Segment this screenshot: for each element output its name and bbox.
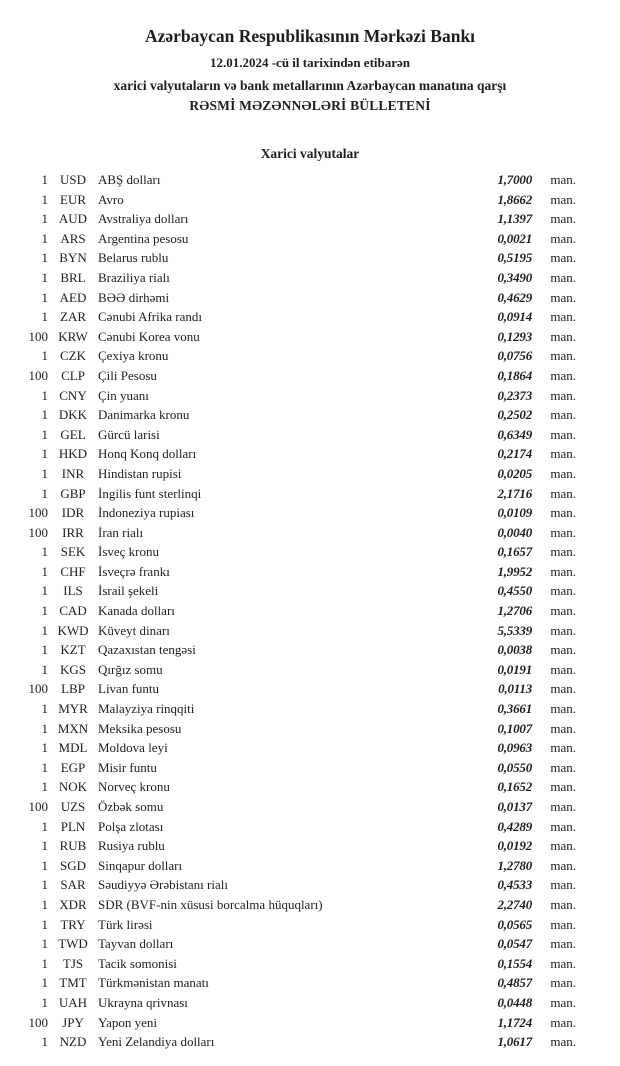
currency-row: [0, 1013, 620, 1033]
rate-value-cell: 1,9952: [497, 563, 532, 579]
currency-row: [0, 836, 620, 856]
quantity-cell: 100: [28, 681, 48, 697]
quantity-cell: 1: [41, 289, 48, 305]
currency-row: [0, 993, 620, 1013]
currency-code-cell: NOK: [58, 779, 88, 795]
quantity-cell: 1: [41, 877, 48, 893]
unit-label-cell: man.: [550, 230, 576, 246]
unit-label-cell: man.: [550, 603, 576, 619]
currency-row: [0, 542, 620, 562]
currency-name-cell: İsveçrə frankı: [98, 563, 170, 579]
quantity-cell: 1: [41, 309, 48, 325]
rate-value-cell: 0,0191: [497, 661, 532, 677]
quantity-cell: 1: [41, 720, 48, 736]
currency-code-cell: UAH: [58, 994, 88, 1010]
rate-value-cell: 0,0192: [497, 838, 532, 854]
currency-code-cell: HKD: [58, 446, 88, 462]
unit-label-cell: man.: [550, 583, 576, 599]
rate-value-cell: 0,1657: [497, 544, 532, 560]
rate-value-cell: 0,0963: [497, 740, 532, 756]
currency-name-cell: Türk lirəsi: [98, 916, 153, 932]
rate-value-cell: 1,2706: [497, 603, 532, 619]
currency-row: [0, 895, 620, 915]
rate-value-cell: 0,1554: [497, 955, 532, 971]
quantity-cell: 1: [41, 857, 48, 873]
currency-code-cell: UZS: [60, 799, 86, 814]
currency-name-cell: Səudiyyə Ərəbistanı rialı: [98, 877, 228, 893]
currency-code-cell: TMT: [59, 975, 87, 991]
currency-row: [0, 719, 620, 739]
rate-value-cell: 0,0756: [497, 348, 532, 364]
rate-value-cell: 0,0565: [497, 916, 532, 932]
currency-code-cell: TJS: [62, 955, 84, 971]
unit-label-cell: man.: [550, 681, 576, 697]
unit-label-cell: man.: [550, 642, 576, 658]
currency-name-cell: Avro: [98, 191, 124, 207]
unit-label-cell: man.: [550, 191, 576, 207]
rate-value-cell: 1,8662: [497, 191, 532, 207]
currency-row: [0, 444, 620, 464]
currency-name-cell: Tayvan dolları: [98, 936, 174, 952]
rate-value-cell: 0,0137: [497, 799, 532, 814]
currency-name-cell: Çexiya kronu: [98, 348, 169, 364]
currency-name-cell: Yapon yeni: [98, 1014, 157, 1030]
currency-name-cell: İsrail şekeli: [98, 583, 159, 599]
currency-row: [0, 699, 620, 719]
unit-label-cell: man.: [550, 524, 576, 540]
rate-value-cell: 0,5195: [497, 250, 532, 266]
currency-name-cell: Polşa zlotası: [98, 818, 164, 834]
rate-value-cell: 1,2780: [497, 857, 532, 873]
quantity-cell: 1: [41, 465, 48, 481]
rate-value-cell: 2,1716: [497, 485, 532, 501]
unit-label-cell: man.: [550, 446, 576, 462]
currency-row: [0, 621, 620, 641]
currency-name-cell: Gürcü larisi: [98, 426, 160, 442]
rate-value-cell: 0,1293: [497, 328, 532, 344]
rate-value-cell: 0,2373: [497, 387, 532, 403]
currency-code-cell: NZD: [59, 1034, 87, 1050]
currency-row: [0, 954, 620, 974]
bulletin-subtitle: xarici valyutaların və bank metallarının Azərbaycan manatına qarşı: [113, 78, 507, 93]
unit-label-cell: man.: [550, 896, 576, 912]
currency-code-cell: AED: [59, 289, 87, 305]
quantity-cell: 100: [28, 799, 48, 814]
currency-code-cell: KZT: [60, 642, 86, 658]
currency-code-cell: EUR: [60, 191, 86, 207]
currency-name-cell: İsveç kronu: [98, 544, 160, 560]
bulletin-title: RƏSMİ MƏZƏNNƏLƏRİ BÜLLETENİ: [189, 98, 431, 113]
unit-label-cell: man.: [550, 955, 576, 971]
unit-label-cell: man.: [550, 505, 576, 521]
quantity-cell: 1: [41, 230, 48, 246]
currency-row: [0, 777, 620, 797]
rate-value-cell: 0,0914: [497, 309, 532, 325]
rate-value-cell: 0,0109: [497, 505, 532, 521]
rate-value-cell: 0,0021: [497, 230, 532, 246]
currency-name-cell: Kanada dolları: [98, 603, 175, 619]
rate-value-cell: 0,1864: [497, 367, 532, 383]
currency-code-cell: AUD: [58, 211, 88, 227]
currency-code-cell: ARS: [60, 230, 86, 246]
quantity-cell: 1: [41, 896, 48, 912]
currency-name-cell: Livan funtu: [98, 681, 160, 697]
unit-label-cell: man.: [550, 779, 576, 795]
rate-value-cell: 0,3490: [497, 269, 532, 285]
rate-value-cell: 0,1007: [497, 720, 532, 736]
currency-code-cell: LBP: [61, 681, 85, 697]
quantity-cell: 1: [41, 701, 48, 717]
unit-label-cell: man.: [550, 838, 576, 854]
rate-value-cell: 0,4857: [497, 975, 532, 991]
currency-code-cell: SAR: [60, 877, 86, 893]
unit-label-cell: man.: [550, 701, 576, 717]
currency-code-cell: IDR: [61, 505, 85, 521]
currency-name-cell: Cənubi Afrika randı: [98, 309, 202, 325]
quantity-cell: 1: [41, 485, 48, 501]
section-title-foreign-currencies: Xarici valyutalar: [260, 146, 360, 161]
currency-name-cell: Çin yuanı: [98, 387, 149, 403]
currency-name-cell: Belarus rublu: [98, 250, 169, 266]
quantity-cell: 1: [41, 172, 48, 187]
currency-row: [0, 856, 620, 876]
currency-code-cell: MXN: [57, 720, 89, 736]
currency-code-cell: MYR: [58, 701, 88, 717]
unit-label-cell: man.: [550, 661, 576, 677]
currency-row: [0, 366, 620, 386]
currency-code-cell: CLP: [61, 367, 85, 383]
quantity-cell: 1: [41, 269, 48, 285]
rate-value-cell: 1,7000: [497, 172, 532, 187]
quantity-cell: 1: [41, 544, 48, 560]
unit-label-cell: man.: [550, 857, 576, 873]
unit-label-cell: man.: [550, 975, 576, 991]
currency-name-cell: Çili Pesosu: [98, 367, 157, 383]
currency-row: [0, 660, 620, 680]
quantity-cell: 1: [41, 955, 48, 971]
currency-row: [0, 601, 620, 621]
unit-label-cell: man.: [550, 818, 576, 834]
quantity-cell: 100: [28, 1014, 48, 1030]
bank-name-title: Azərbaycan Respublikasının Mərkəzi Bankı: [144, 26, 476, 46]
unit-label-cell: man.: [550, 877, 576, 893]
rate-value-cell: 0,0547: [497, 936, 532, 952]
currency-name-cell: Danimarka kronu: [98, 407, 190, 423]
currency-name-cell: Sinqapur dolları: [98, 857, 183, 873]
rate-value-cell: 0,4533: [497, 877, 532, 893]
rate-value-cell: 0,1652: [497, 779, 532, 795]
currency-row: [0, 758, 620, 778]
unit-label-cell: man.: [550, 936, 576, 952]
quantity-cell: 1: [41, 936, 48, 952]
quantity-cell: 1: [41, 916, 48, 932]
currency-row: [0, 503, 620, 523]
currency-row: [0, 405, 620, 425]
quantity-cell: 1: [41, 407, 48, 423]
currency-code-cell: USD: [59, 172, 86, 187]
currency-name-cell: Misir funtu: [98, 759, 157, 775]
currency-row: [0, 484, 620, 504]
currency-code-cell: ZAR: [60, 309, 86, 325]
rate-value-cell: 0,0038: [497, 642, 532, 658]
quantity-cell: 100: [28, 328, 48, 344]
unit-label-cell: man.: [550, 799, 576, 814]
currency-code-cell: DKK: [58, 407, 88, 423]
currency-code-cell: BYN: [59, 250, 87, 266]
quantity-cell: 1: [41, 348, 48, 364]
currency-code-cell: ILS: [63, 583, 83, 599]
rate-value-cell: 0,2502: [497, 407, 532, 423]
currency-name-cell: Cənubi Korea vonu: [98, 328, 200, 344]
currency-name-cell: Hindistan rupisi: [98, 465, 182, 481]
currency-row: [0, 346, 620, 366]
unit-label-cell: man.: [550, 269, 576, 285]
quantity-cell: 1: [41, 1034, 48, 1050]
currency-code-cell: KRW: [58, 328, 88, 344]
currency-name-cell: Meksika pesosu: [98, 720, 182, 736]
quantity-cell: 100: [28, 367, 48, 383]
unit-label-cell: man.: [550, 328, 576, 344]
unit-label-cell: man.: [550, 544, 576, 560]
currency-name-cell: Qırğız somu: [98, 661, 163, 677]
quantity-cell: 1: [41, 740, 48, 756]
currency-name-cell: İngilis funt sterlinqi: [98, 485, 202, 501]
quantity-cell: 1: [41, 250, 48, 266]
currency-name-cell: Küveyt dinarı: [98, 622, 170, 638]
currency-code-cell: EGP: [60, 759, 86, 775]
unit-label-cell: man.: [550, 309, 576, 325]
currency-name-cell: Tacik somonisi: [98, 955, 177, 971]
unit-label-cell: man.: [550, 465, 576, 481]
currency-name-cell: Argentina pesosu: [98, 230, 189, 246]
quantity-cell: 100: [28, 505, 48, 521]
currency-row: [0, 640, 620, 660]
rate-value-cell: 1,0617: [497, 1034, 532, 1050]
currency-code-cell: KWD: [57, 622, 89, 638]
rate-value-cell: 0,6349: [497, 426, 532, 442]
currency-name-cell: Norveç kronu: [98, 779, 170, 795]
currency-row: [0, 425, 620, 445]
currency-name-cell: İran rialı: [98, 524, 144, 540]
unit-label-cell: man.: [550, 740, 576, 756]
quantity-cell: 1: [41, 191, 48, 207]
currency-name-cell: Yeni Zelandiya dolları: [98, 1034, 215, 1050]
quantity-cell: 1: [41, 387, 48, 403]
currency-code-cell: RUB: [59, 838, 87, 854]
currency-row: [0, 327, 620, 347]
rate-value-cell: 2,2740: [497, 896, 532, 912]
unit-label-cell: man.: [550, 563, 576, 579]
currency-row: [0, 562, 620, 582]
currency-row: [0, 679, 620, 699]
unit-label-cell: man.: [550, 348, 576, 364]
currency-row: [0, 1032, 620, 1052]
rate-value-cell: 1,1724: [497, 1014, 532, 1030]
currency-row: [0, 288, 620, 308]
quantity-cell: 1: [41, 426, 48, 442]
currency-code-cell: MDL: [58, 740, 88, 756]
rate-value-cell: 0,0448: [497, 994, 532, 1010]
currency-row: [0, 973, 620, 993]
effective-date-line: 12.01.2024 -cü il tarixindən etibarən: [209, 55, 411, 70]
rate-value-cell: 0,0205: [497, 465, 532, 481]
rate-value-cell: 0,3661: [497, 701, 532, 717]
rate-value-cell: 5,5339: [497, 622, 532, 638]
rate-value-cell: 0,4550: [497, 583, 532, 599]
quantity-cell: 1: [41, 759, 48, 775]
quantity-cell: 1: [41, 994, 48, 1010]
unit-label-cell: man.: [550, 172, 576, 187]
currency-code-cell: INR: [61, 465, 85, 481]
currency-row: [0, 738, 620, 758]
currency-row: [0, 386, 620, 406]
unit-label-cell: man.: [550, 211, 576, 227]
currency-row: [0, 190, 620, 210]
currency-name-cell: Türkmənistan manatı: [98, 975, 209, 991]
currency-name-cell: BƏƏ dirhəmi: [98, 289, 170, 305]
currency-code-cell: XDR: [59, 896, 87, 912]
quantity-cell: 1: [41, 642, 48, 658]
currency-row: [0, 170, 620, 190]
currency-row: [0, 464, 620, 484]
unit-label-cell: man.: [550, 720, 576, 736]
currency-name-cell: SDR (BVF-nin xüsusi borcalma hüquqları): [98, 896, 323, 912]
currency-name-cell: Honq Konq dolları: [98, 446, 197, 462]
unit-label-cell: man.: [550, 250, 576, 266]
unit-label-cell: man.: [550, 759, 576, 775]
quantity-cell: 1: [41, 818, 48, 834]
currency-row: [0, 523, 620, 543]
rate-value-cell: 0,0113: [498, 681, 532, 697]
currency-code-cell: TRY: [60, 916, 86, 932]
quantity-cell: 1: [41, 446, 48, 462]
currency-name-cell: Özbək somu: [98, 799, 164, 814]
unit-label-cell: man.: [550, 426, 576, 442]
unit-label-cell: man.: [550, 407, 576, 423]
currency-row: [0, 581, 620, 601]
currency-code-cell: JPY: [62, 1014, 84, 1030]
quantity-cell: 1: [41, 661, 48, 677]
unit-label-cell: man.: [550, 994, 576, 1010]
unit-label-cell: man.: [550, 1014, 576, 1030]
quantity-cell: 1: [41, 211, 48, 227]
rate-value-cell: 0,0040: [497, 524, 532, 540]
currency-code-cell: KGS: [59, 661, 86, 677]
currency-code-cell: IRR: [62, 524, 84, 540]
document-header: [0, 0, 620, 114]
rate-value-cell: 0,0550: [497, 759, 532, 775]
currency-row: [0, 229, 620, 249]
quantity-cell: 1: [41, 975, 48, 991]
currency-name-cell: ABŞ dolları: [98, 172, 161, 187]
quantity-cell: 1: [41, 583, 48, 599]
currency-name-cell: Qazaxıstan tengəsi: [98, 642, 196, 658]
currency-row: [0, 797, 620, 817]
unit-label-cell: man.: [550, 387, 576, 403]
currency-row: [0, 307, 620, 327]
currency-row: [0, 915, 620, 935]
rate-value-cell: 0,2174: [497, 446, 532, 462]
quantity-cell: 1: [41, 563, 48, 579]
quantity-cell: 1: [41, 622, 48, 638]
currency-name-cell: Avstraliya dolları: [98, 211, 189, 227]
currency-code-cell: GEL: [60, 426, 86, 442]
currency-code-cell: CAD: [59, 603, 87, 619]
currency-name-cell: Malayziya rinqqiti: [98, 701, 195, 717]
currency-name-cell: Braziliya rialı: [98, 269, 170, 285]
rates-table: [0, 170, 620, 1052]
currency-name-cell: Moldova leyi: [98, 740, 168, 756]
unit-label-cell: man.: [550, 367, 576, 383]
currency-row: [0, 268, 620, 288]
currency-row: [0, 875, 620, 895]
currency-code-cell: BRL: [60, 269, 86, 285]
currency-code-cell: SGD: [59, 857, 86, 873]
unit-label-cell: man.: [550, 289, 576, 305]
currency-name-cell: Ukrayna qrivnası: [98, 994, 188, 1010]
currency-code-cell: PLN: [60, 818, 86, 834]
currency-code-cell: TWD: [58, 936, 88, 952]
rate-value-cell: 0,4289: [497, 818, 532, 834]
currency-row: [0, 248, 620, 268]
unit-label-cell: man.: [550, 485, 576, 501]
currency-code-cell: SEK: [60, 544, 86, 560]
unit-label-cell: man.: [550, 916, 576, 932]
currency-code-cell: CZK: [60, 348, 86, 364]
currency-code-cell: GBP: [60, 485, 86, 501]
currency-code-cell: CHF: [60, 563, 86, 579]
quantity-cell: 1: [41, 779, 48, 795]
unit-label-cell: man.: [550, 1034, 576, 1050]
quantity-cell: 1: [41, 838, 48, 854]
currency-row: [0, 209, 620, 229]
rate-value-cell: 0,4629: [497, 289, 532, 305]
currency-code-cell: CNY: [59, 387, 87, 403]
unit-label-cell: man.: [550, 622, 576, 638]
currency-row: [0, 934, 620, 954]
currency-name-cell: Rusiya rublu: [98, 838, 165, 854]
quantity-cell: 1: [41, 603, 48, 619]
currency-row: [0, 817, 620, 837]
rate-value-cell: 1,1397: [497, 211, 532, 227]
quantity-cell: 100: [28, 524, 48, 540]
currency-name-cell: İndoneziya rupiası: [98, 505, 195, 521]
